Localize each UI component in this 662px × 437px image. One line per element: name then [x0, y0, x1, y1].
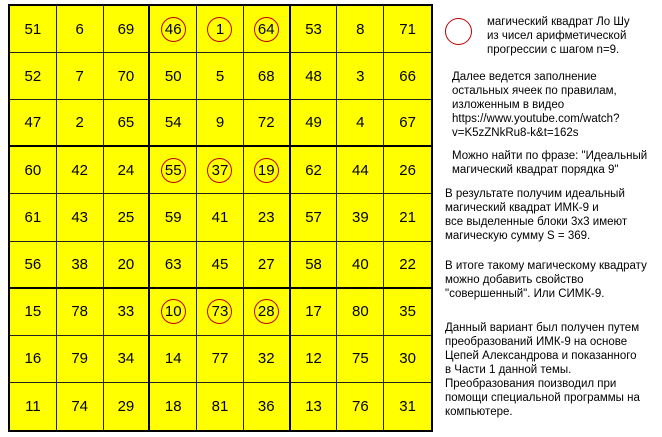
cell-value: 49	[305, 114, 322, 132]
grid-cell	[104, 383, 151, 430]
cell-value: 56	[24, 255, 42, 273]
grid-cell	[197, 336, 244, 383]
grid-cell	[197, 289, 244, 336]
grid-cell	[337, 6, 384, 53]
cell-value: 43	[71, 208, 88, 226]
grid-cell	[291, 383, 338, 430]
grid-cell	[104, 336, 151, 383]
grid-cell	[104, 194, 151, 241]
grid-cell	[384, 6, 431, 53]
grid-cell	[291, 336, 338, 383]
grid-cell	[10, 242, 57, 289]
circled-cell-value: 73	[207, 299, 232, 324]
grid-cell	[150, 383, 197, 430]
grid-cell	[150, 147, 197, 194]
grid-cell	[384, 100, 431, 147]
grid-cell	[197, 100, 244, 147]
grid-cell	[244, 289, 291, 336]
cell-value: 14	[164, 350, 182, 368]
grid-cell	[57, 383, 104, 430]
grid-cell	[291, 289, 338, 336]
cell-value: 27	[257, 255, 275, 273]
grid-cell	[104, 100, 151, 147]
grid-cell	[337, 242, 384, 289]
grid-cell	[244, 383, 291, 430]
grid-cell	[384, 336, 431, 383]
grid-cell	[150, 194, 197, 241]
grid-cell	[337, 336, 384, 383]
cell-value: 51	[24, 20, 42, 38]
cell-value: 17	[305, 303, 322, 321]
grid-cell	[57, 336, 104, 383]
cell-value: 9	[215, 114, 225, 132]
legend-circle-icon	[445, 18, 472, 45]
cell-value: 2	[75, 114, 84, 132]
search-phrase-note: Можно найти по фразе: "Идеальный магический квадрат порядка 9"	[452, 150, 648, 176]
cell-value: 34	[117, 350, 135, 368]
grid-cell	[291, 147, 338, 194]
grid-cell	[57, 289, 104, 336]
cell-value: 67	[399, 114, 416, 132]
cell-value: 22	[399, 255, 416, 273]
grid-cell	[291, 53, 338, 100]
circled-cell-value: 19	[254, 158, 279, 183]
cell-value: 4	[356, 114, 365, 132]
grid-cell	[57, 242, 104, 289]
cell-value: 65	[117, 114, 135, 132]
grid-cell	[337, 53, 384, 100]
grid-cell	[150, 100, 197, 147]
cell-value: 33	[117, 303, 135, 321]
grid-cell	[10, 336, 57, 383]
cell-value: 5	[215, 67, 225, 85]
grid-cell	[57, 6, 104, 53]
grid-cell	[104, 242, 151, 289]
cell-value: 63	[164, 255, 182, 273]
cell-value: 53	[305, 20, 322, 38]
grid-cell	[10, 100, 57, 147]
grid-cell	[10, 383, 57, 430]
cell-value: 40	[351, 255, 369, 273]
cell-value: 50	[164, 67, 182, 85]
grid-cell	[197, 194, 244, 241]
circled-cell-value: 28	[254, 299, 279, 324]
grid-cell	[10, 194, 57, 241]
cell-value: 24	[117, 161, 135, 179]
cell-value: 39	[351, 208, 369, 226]
grid-cell	[384, 289, 431, 336]
method-note: Данный вариант был получен путем преобразований ИМК-9 на основе Цепей Александрова и показанного в Части 1 данной темы. Преобразования поизводил при помощи специальной программы на компьютере.	[445, 322, 640, 418]
cell-value: 61	[24, 208, 42, 226]
cell-value: 25	[117, 208, 135, 226]
cell-value: 23	[257, 208, 275, 226]
magic-square-grid	[8, 4, 433, 432]
cell-value: 79	[71, 350, 88, 368]
grid-cell	[10, 289, 57, 336]
grid-cell	[244, 194, 291, 241]
grid-cell	[291, 100, 338, 147]
cell-value: 68	[257, 67, 275, 85]
grid-cell	[384, 147, 431, 194]
cell-value: 59	[164, 208, 182, 226]
circled-cell-value: 10	[161, 299, 186, 324]
cell-value: 77	[211, 350, 229, 368]
fill-rules-note: Далее ведется заполнение остальных ячеек по правилам, изложенным в видео https://www.youtube.com/watch? v=K5zZNkRu8-k&t=162s	[452, 71, 620, 139]
grid-cell	[337, 289, 384, 336]
cell-value: 32	[257, 350, 275, 368]
cell-value: 62	[305, 161, 322, 179]
cell-value: 57	[305, 208, 322, 226]
grid-cell	[104, 6, 151, 53]
cell-value: 71	[399, 20, 416, 38]
grid-cell	[57, 147, 104, 194]
cell-value: 74	[71, 397, 88, 415]
cell-value: 15	[24, 303, 42, 321]
cell-value: 13	[305, 397, 322, 415]
cell-value: 80	[351, 303, 369, 321]
cell-value: 36	[257, 397, 275, 415]
cell-value: 3	[356, 67, 365, 85]
cell-value: 41	[211, 208, 229, 226]
cell-value: 47	[24, 114, 42, 132]
grid-cell	[104, 289, 151, 336]
grid-cell	[197, 147, 244, 194]
circled-cell-value: 55	[161, 158, 186, 183]
grid-cell	[384, 194, 431, 241]
grid-cell	[337, 147, 384, 194]
grid-cell	[150, 336, 197, 383]
grid-cell	[57, 194, 104, 241]
cell-value: 48	[305, 67, 322, 85]
cell-value: 44	[351, 161, 369, 179]
grid-cell	[244, 6, 291, 53]
grid-cell	[244, 336, 291, 383]
grid-cell	[337, 100, 384, 147]
cell-value: 54	[164, 114, 182, 132]
grid-cell	[197, 53, 244, 100]
cell-value: 60	[24, 161, 42, 179]
cell-value: 66	[399, 67, 416, 85]
cell-value: 58	[305, 255, 322, 273]
cell-value: 7	[75, 67, 84, 85]
grid-cell	[150, 242, 197, 289]
cell-value: 70	[117, 67, 135, 85]
grid-cell	[337, 194, 384, 241]
cell-value: 75	[351, 350, 369, 368]
cell-value: 76	[351, 397, 369, 415]
cell-value: 81	[211, 397, 229, 415]
cell-value: 20	[117, 255, 135, 273]
grid-cell	[104, 53, 151, 100]
cell-value: 31	[399, 397, 416, 415]
grid-cell	[291, 6, 338, 53]
legend-note: магический квадрат Ло Шу из чисел арифметической прогрессии с шагом n=9.	[487, 16, 630, 56]
cell-value: 26	[399, 161, 416, 179]
grid-cell	[197, 383, 244, 430]
grid-cell	[197, 6, 244, 53]
grid-cell	[337, 383, 384, 430]
cell-value: 78	[71, 303, 88, 321]
cell-value: 35	[399, 303, 416, 321]
grid-cell	[244, 147, 291, 194]
grid-cell	[291, 194, 338, 241]
grid-cell	[57, 100, 104, 147]
grid-cell	[291, 242, 338, 289]
grid-cell	[244, 242, 291, 289]
perfect-property-note: В итоге такому магическому квадрату можно добавить свойство "совершенный". Или СИМК-9.	[445, 260, 647, 300]
cell-value: 16	[24, 350, 42, 368]
grid-cell	[10, 6, 57, 53]
cell-value: 21	[399, 208, 416, 226]
grid-cell	[57, 53, 104, 100]
grid-cell	[244, 53, 291, 100]
grid-cell	[10, 147, 57, 194]
grid-cell	[244, 100, 291, 147]
grid-cell	[384, 383, 431, 430]
cell-value: 8	[356, 20, 365, 38]
cell-value: 69	[117, 20, 135, 38]
cell-value: 18	[164, 397, 182, 415]
circled-cell-value: 64	[254, 17, 279, 42]
cell-value: 45	[211, 255, 229, 273]
cell-value: 38	[71, 255, 88, 273]
grid-cell	[197, 242, 244, 289]
cell-value: 52	[24, 67, 42, 85]
cell-value: 29	[117, 397, 135, 415]
result-note: В результате получим идеальный магический квадрат ИМК-9 и все выделенные блоки 3х3 имеют магическую сумму S = 369.	[445, 188, 628, 242]
grid-cell	[384, 242, 431, 289]
circled-cell-value: 1	[207, 17, 232, 42]
cell-value: 42	[71, 161, 88, 179]
cell-value: 30	[399, 350, 416, 368]
grid-cell	[150, 53, 197, 100]
circled-cell-value: 37	[207, 158, 232, 183]
cell-value: 72	[257, 114, 275, 132]
circled-cell-value: 46	[161, 17, 186, 42]
grid-cell	[150, 6, 197, 53]
grid-cell	[150, 289, 197, 336]
grid-cell	[10, 53, 57, 100]
cell-value: 6	[75, 20, 84, 38]
cell-value: 11	[25, 397, 41, 415]
grid-cell	[104, 147, 151, 194]
grid-cell	[384, 53, 431, 100]
cell-value: 12	[305, 350, 322, 368]
